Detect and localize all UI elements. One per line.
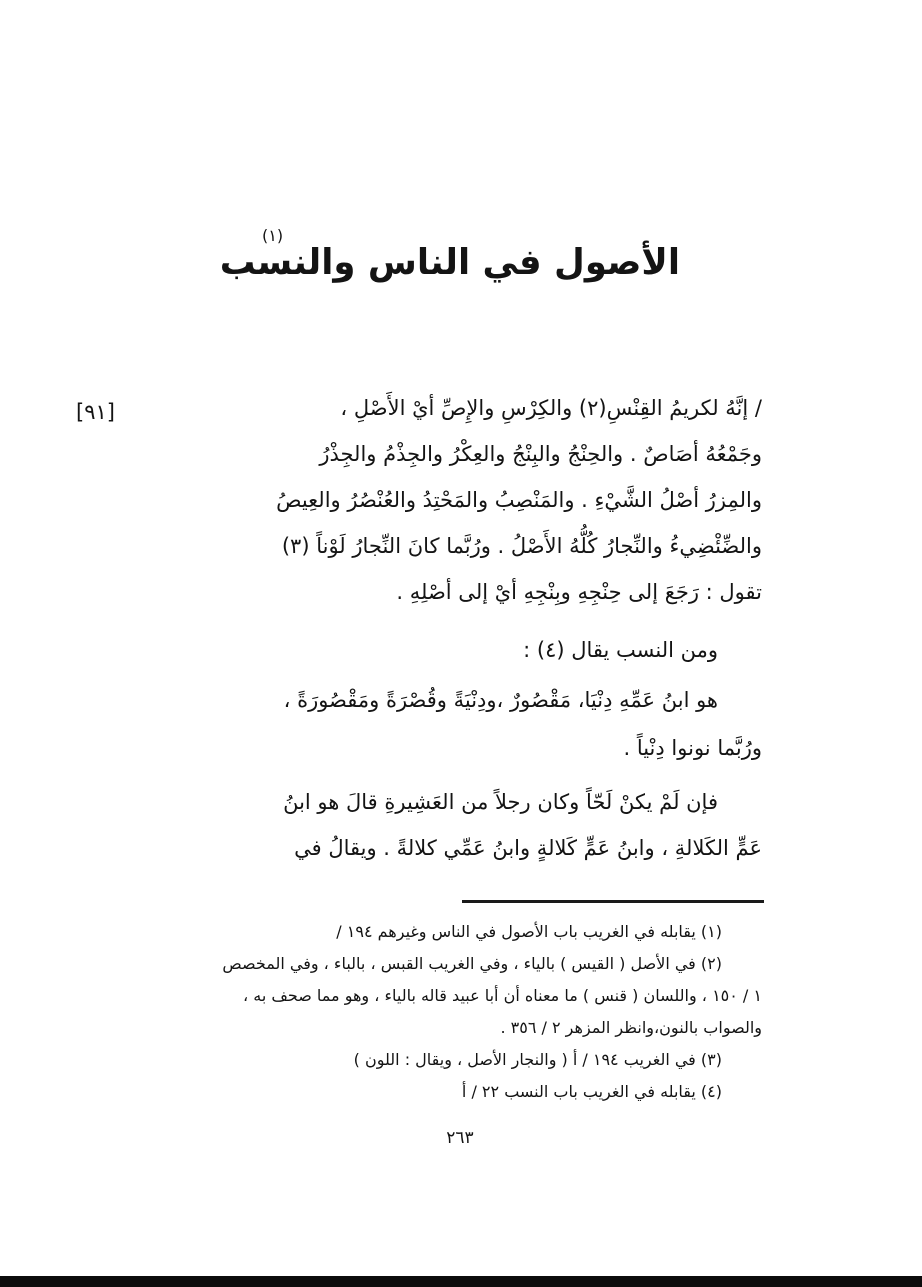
page-number: ٢٦٣ [446,1128,474,1148]
footnote-4: (٤) يقابله في الغريب باب النسب ٢٢ / أ [461,1082,722,1101]
paragraph-lineage-intro [140,638,762,678]
footnote-separator [462,900,764,903]
paragraph-origins [140,396,762,626]
footnote-1: (١) يقابله في الغريب باب الأصول في الناس وغيرهم ١٩٤ / [336,922,722,941]
paragraph-cousin [140,688,762,778]
scan-edge-bar [0,1276,922,1287]
paragraph-kalala [140,790,762,880]
footnote-3: (٣) في الغريب ١٩٤ / أ ( والنجار الأصل ، ويقال : اللون ) [353,1050,722,1069]
footnote-2: (٢) في الأصل ( القيس ) بالياء ، وفي الغريب القبس ، بالباء ، وفي المخصص [222,954,722,973]
chapter-title: الأصول في الناس والنسب [219,242,680,283]
footnotes [150,922,762,1112]
title-footnote-marker: (١) [262,226,284,245]
text-line: ومن النسب يقال (٤) : [523,638,718,662]
text-line: / إنَّهُ لكريمُ القِنْسِ(٢) والكِرْسِ والإِصِّ أيْ الأَصْلِ ، [340,396,762,420]
text-line: والمِزرُ أصْلُ الشَّيْءِ . والمَنْصِبُ والمَحْتِدُ والعُنْصُرُ والعِيصُ [276,488,762,512]
text-line: هو ابنُ عَمِّهِ دِنْيَا، مَقْصُورٌ ،ودِنْيَةً وقُصْرَةً ومَقْصُورَةً ، [283,688,718,712]
text-line: وجَمْعُهُ أصَاصٌ . والحِنْجُ والبِنْجُ والعِكْرُ والجِذْمُ والجِذْرُ [319,442,762,466]
margin-folio-reference: [٩١] [76,400,115,424]
text-line: والضِّئْضِيءُ والنِّجارُ كُلُّهُ الأَصْلُ . ورُبَّما كانَ النِّجارُ لَوْناً (٣) [281,534,762,558]
text-line: عَمٍّ الكَلالةِ ، وابنُ عَمٍّ كَلالةٍ وابنُ عَمِّي كلالةً . ويقالُ في [294,836,762,860]
text-line: تقول : رَجَعَ إلى حِنْجِهِ وبِنْجِهِ أيْ إلى أصْلِهِ . [396,580,762,604]
footnote-2-continued: ١ / ١٥٠ ، واللسان ( قنس ) ما معناه أن أبا عبيد قاله بالياء ، وهو مما صحف به ، [242,986,762,1005]
footnote-2-continued: والصواب بالنون،وانظر المزهر ٢ / ٣٥٦ . [500,1018,762,1037]
text-line: ورُبَّما نونوا دِنْياً . [623,736,762,760]
text-line: فإن لَمْ يكنْ لَحّاً وكان رجلاً من العَشِيرةِ قالَ هو ابنُ [283,790,718,814]
